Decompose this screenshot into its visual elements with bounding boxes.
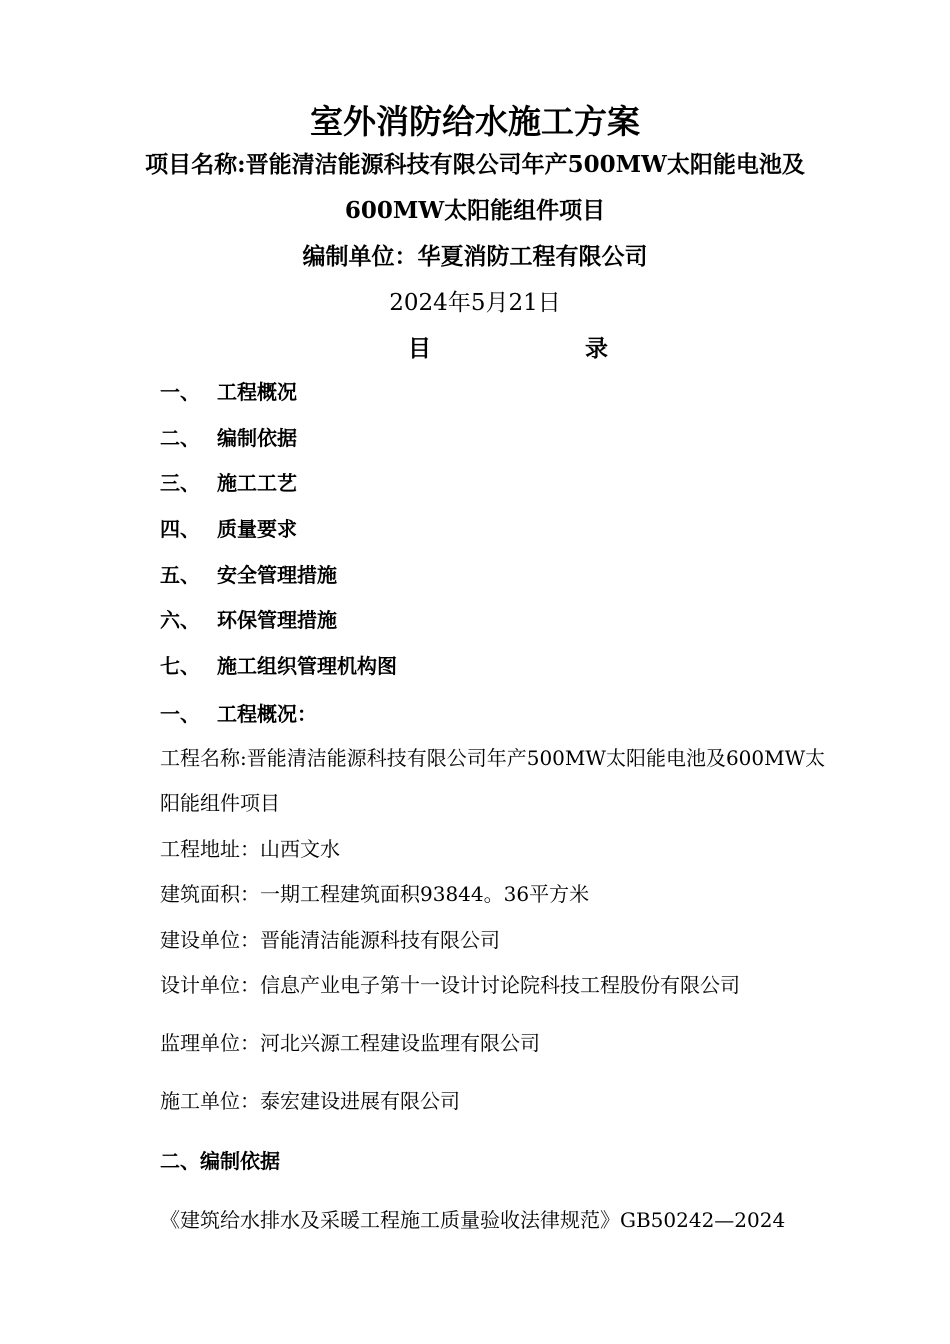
project-name-text-line-2: 阳能组件项目 bbox=[160, 791, 280, 815]
toc-item bbox=[160, 467, 297, 496]
toc-item-number: 七、 bbox=[160, 654, 200, 678]
toc-item-label: 安全管理措施 bbox=[217, 563, 337, 587]
toc-item-label: 编制依据 bbox=[217, 426, 297, 450]
section-1-title: 工程概况： bbox=[217, 702, 317, 726]
document-date: 2024年5月21日 bbox=[389, 290, 561, 316]
building-area: 建筑面积：一期工程建筑面积93844。36平方米 bbox=[160, 882, 590, 906]
project-address: 工程地址：山西文水 bbox=[160, 837, 340, 861]
toc-item-label: 质量要求 bbox=[217, 517, 297, 541]
toc-item bbox=[160, 376, 297, 405]
toc-item-label: 施工组织管理机构图 bbox=[217, 654, 397, 678]
project-name-text-line-1: 工程名称:晋能清洁能源科技有限公司年产500MW太阳能电池及600MW太 bbox=[160, 746, 826, 770]
compiler-unit: 编制单位：华夏消防工程有限公司 bbox=[302, 243, 648, 270]
toc-item bbox=[160, 559, 337, 588]
toc-item-number: 三、 bbox=[160, 471, 200, 495]
toc-item bbox=[160, 513, 297, 542]
toc-item-number: 五、 bbox=[160, 563, 200, 587]
toc-item-number: 一、 bbox=[160, 380, 200, 404]
design-unit: 设计单位：信息产业电子第十一设计讨论院科技工程股份有限公司 bbox=[160, 973, 740, 997]
toc-item-number: 四、 bbox=[160, 517, 200, 541]
toc-item bbox=[160, 422, 297, 451]
compilation-basis-item: 《建筑给水排水及采暖工程施工质量验收法律规范》GB50242—2024 bbox=[160, 1208, 786, 1232]
toc-item-label: 施工工艺 bbox=[217, 471, 297, 495]
document-title: 室外消防给水施工方案 bbox=[310, 102, 640, 141]
project-name-line-1: 项目名称:晋能清洁能源科技有限公司年产500MW太阳能电池及 bbox=[145, 151, 805, 178]
section-1-heading bbox=[160, 698, 317, 727]
toc-heading-right: 录 bbox=[585, 335, 608, 362]
toc-heading-left: 目 bbox=[408, 335, 431, 362]
toc-item bbox=[160, 604, 337, 633]
construction-unit: 施工单位：泰宏建设进展有限公司 bbox=[160, 1089, 460, 1113]
project-name-line-2: 600MW太阳能组件项目 bbox=[344, 197, 606, 224]
toc-item-number: 二、 bbox=[160, 426, 200, 450]
toc-item-label: 工程概况 bbox=[217, 380, 297, 404]
toc-item-label: 环保管理措施 bbox=[217, 608, 337, 632]
toc-item-number: 六、 bbox=[160, 608, 200, 632]
section-1-number: 一、 bbox=[160, 702, 200, 726]
section-2-heading: 二、编制依据 bbox=[160, 1149, 280, 1173]
owner-unit: 建设单位：晋能清洁能源科技有限公司 bbox=[160, 928, 500, 952]
toc-item bbox=[160, 650, 397, 679]
supervision-unit: 监理单位：河北兴源工程建设监理有限公司 bbox=[160, 1031, 540, 1055]
